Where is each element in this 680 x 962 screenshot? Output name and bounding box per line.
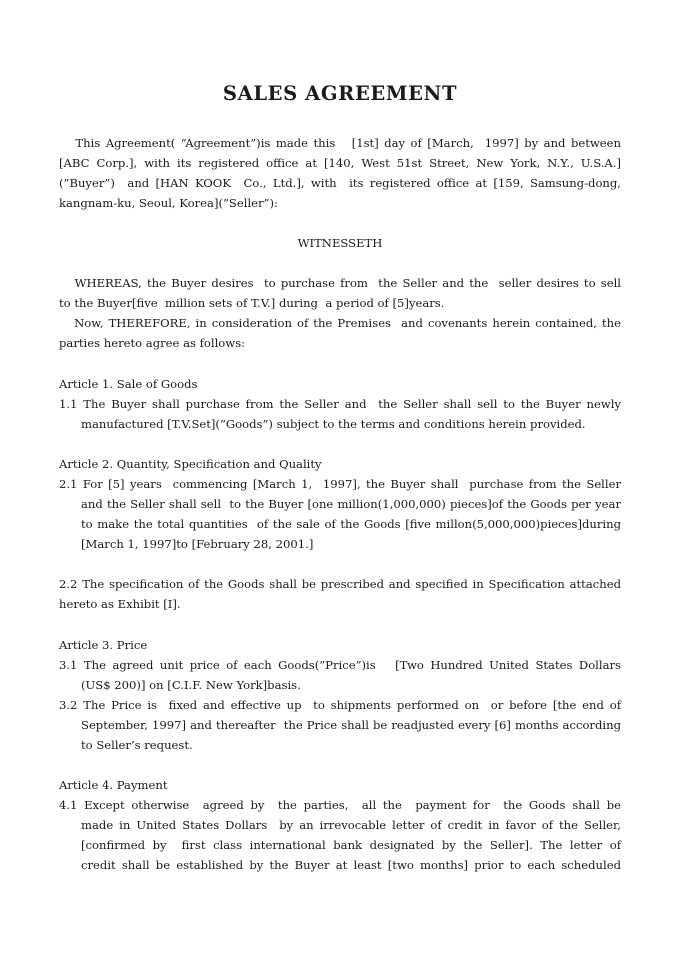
clause-1-1-line-1: 1.1 The Buyer shall purchase from the Seller and the Seller shall sell to the Buyer newly <box>59 397 621 411</box>
article-4-heading: Article 4. Payment <box>59 778 168 792</box>
clause-3-1-line-1: 3.1 The agreed unit price of each Goods(”Price”)is [Two Hundred United States Dollars <box>59 658 621 672</box>
now-therefore-line-2: parties hereto agree as follows: <box>59 336 246 350</box>
clause-2-2-line-1: 2.2 The specification of the Goods shall be prescribed and specified in Specification attached <box>59 577 621 591</box>
clause-4-1-line-1: 4.1 Except otherwise agreed by the parties, all the payment for the Goods shall be <box>59 798 621 812</box>
clause-4-1-line-3: [confirmed by first class international bank designated by the Seller]. The letter of <box>81 838 621 852</box>
article-2-heading: Article 2. Quantity, Specification and Quality <box>59 457 322 471</box>
clause-3-2-line-3: to Seller’s request. <box>81 738 193 752</box>
witnesseth-heading: WITNESSETH <box>297 236 383 250</box>
whereas-line-1: WHEREAS, the Buyer desires to purchase from the Seller and the seller desires to sell <box>59 276 621 290</box>
now-therefore-line-1: Now, THEREFORE, in consideration of the Premises and covenants herein contained, the <box>59 316 621 330</box>
article-1-heading: Article 1. Sale of Goods <box>59 377 198 391</box>
document-title: SALES AGREEMENT <box>222 82 458 105</box>
clause-2-1-line-4: [March 1, 1997]to [February 28, 2001.] <box>81 537 314 551</box>
intro-line-1: This Agreement( “Agreement”)is made this [1st] day of [March, 1997] by and between <box>59 136 621 150</box>
intro-line-3: (”Buyer”) and [HAN KOOK Co., Ltd.], with its registered office at [159, Samsung-dong, <box>59 176 621 190</box>
clause-2-2-line-2: hereto as Exhibit [I]. <box>59 597 181 611</box>
article-3-heading: Article 3. Price <box>59 638 148 652</box>
clause-3-1-line-2: (US$ 200)] on [C.I.F. New York]basis. <box>81 678 301 692</box>
clause-2-1-line-1: 2.1 For [5] years commencing [March 1, 1997], the Buyer shall purchase from the Seller <box>59 477 621 491</box>
clause-2-1-line-2: and the Seller shall sell to the Buyer [one million(1,000,000) pieces]of the Goods per year <box>81 497 621 511</box>
clause-3-2-line-2: September, 1997] and thereafter the Price shall be readjusted every [6] months according <box>81 718 621 732</box>
clause-2-1-line-3: to make the total quantities of the sale of the Goods [five millon(5,000,000)pieces]during <box>81 517 621 531</box>
intro-line-4: kangnam-ku, Seoul, Korea](”Seller”): <box>59 196 278 210</box>
intro-line-2: [ABC Corp.], with its registered office at [140, West 51st Street, New York, N.Y., U.S.A.] <box>59 156 621 170</box>
clause-4-1-line-4: credit shall be established by the Buyer at least [two months] prior to each scheduled <box>81 858 621 872</box>
whereas-line-2: to the Buyer[five million sets of T.V.] during a period of [5]years. <box>59 296 445 310</box>
clause-1-1-line-2: manufactured [T.V.Set](”Goods”) subject to the terms and conditions herein provided. <box>81 417 586 431</box>
clause-4-1-line-2: made in United States Dollars by an irrevocable letter of credit in favor of the Seller, <box>81 818 621 832</box>
clause-3-2-line-1: 3.2 The Price is fixed and effective up to shipments performed on or before [the end of <box>59 698 621 712</box>
